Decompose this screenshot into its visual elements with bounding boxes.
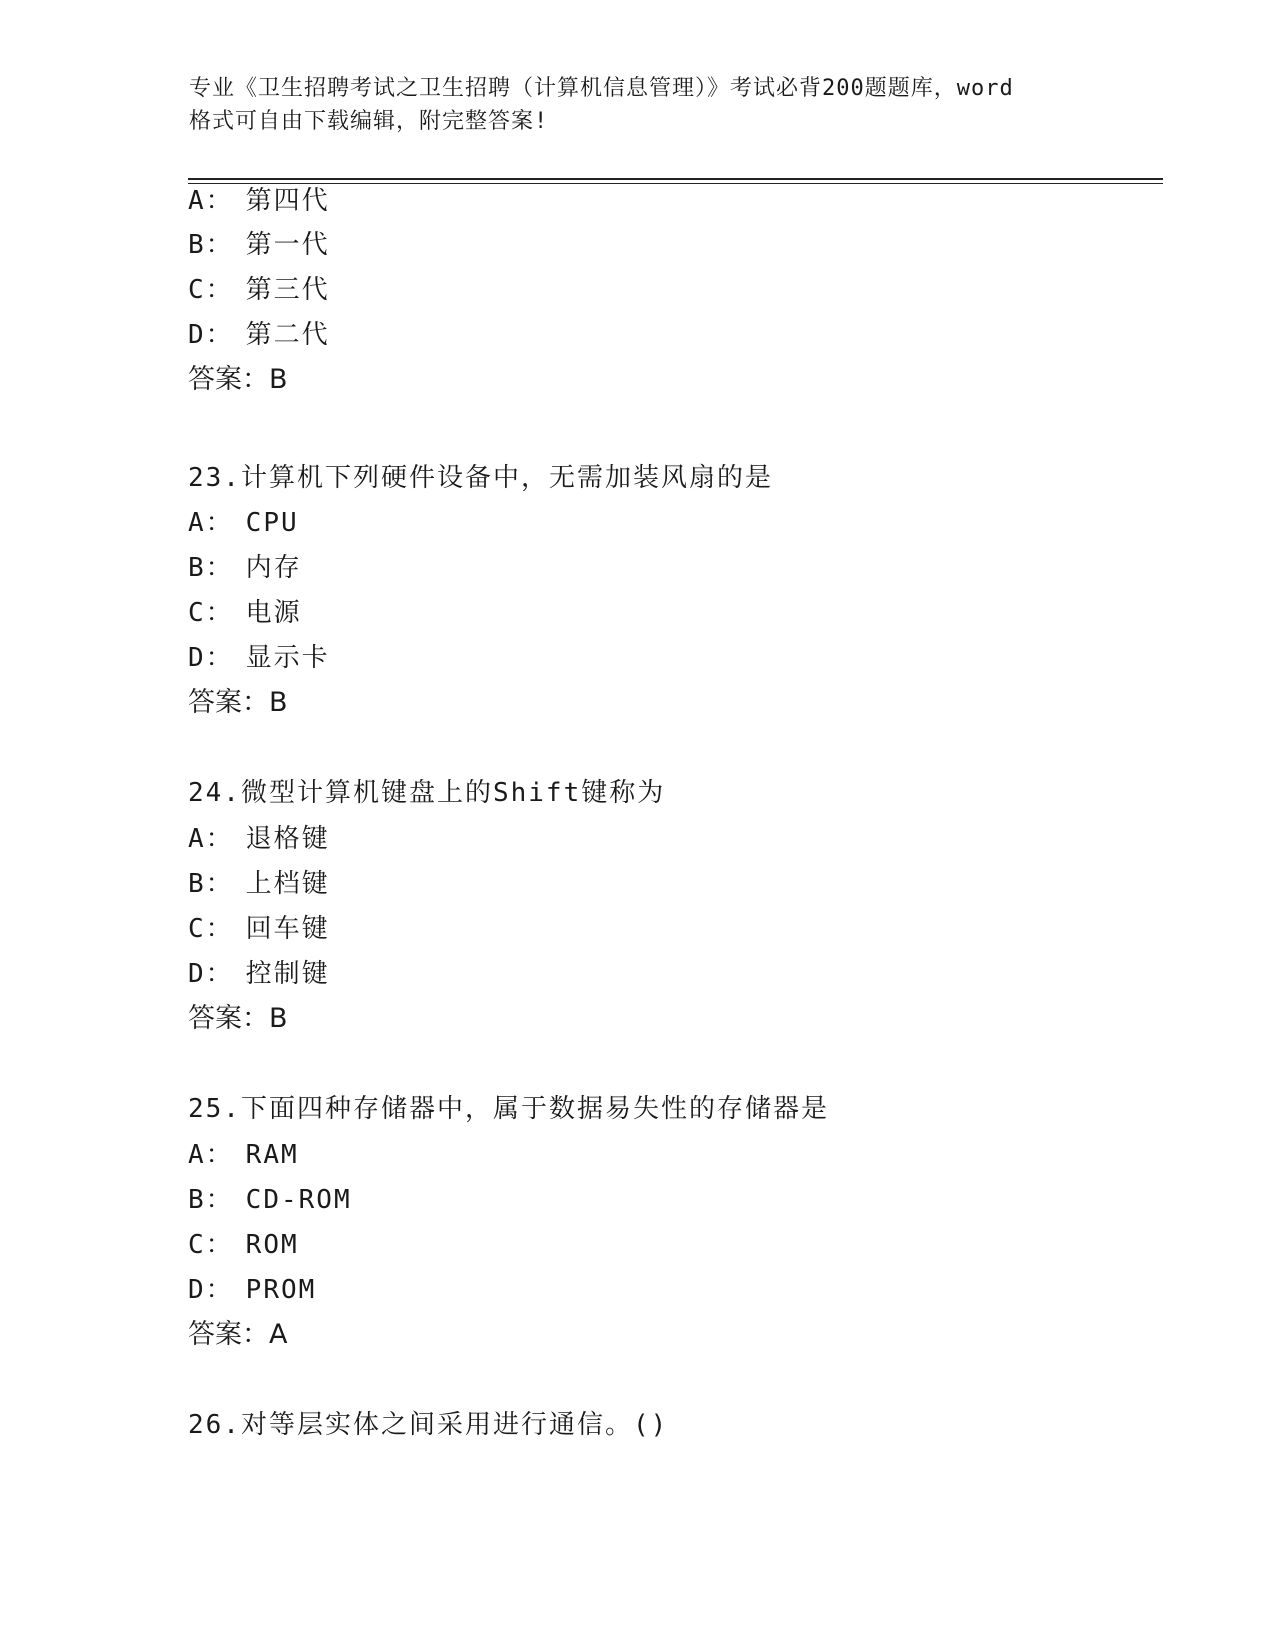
- option-text: 电源: [245, 598, 302, 628]
- option-b: B： 第一代: [188, 230, 330, 260]
- header-line-2: 格式可自由下载编辑，附完整答案!: [189, 109, 549, 134]
- option-text: 内存: [245, 553, 302, 583]
- answer-line: 答案：B: [188, 1003, 288, 1034]
- option-b: B： 内存: [188, 553, 302, 583]
- option-text: 第三代: [245, 275, 330, 305]
- option-a: A： 第四代: [188, 186, 330, 216]
- option-text: 第二代: [245, 320, 330, 350]
- option-d: D： 显示卡: [188, 643, 330, 673]
- option-b: B： CD-ROM: [188, 1185, 352, 1215]
- option-d: D： PROM: [188, 1275, 317, 1305]
- document-header: [189, 72, 1089, 138]
- question-text: 计算机下列硬件设备中，无需加装风扇的是: [240, 463, 773, 493]
- answer-line: 答案：B: [188, 687, 288, 718]
- question-number: 25.: [188, 1094, 241, 1124]
- answer-value: B: [269, 687, 288, 718]
- question-text: 微型计算机键盘上的Shift键称为: [240, 778, 666, 808]
- question-24: [188, 776, 665, 810]
- option-a: A： RAM: [188, 1140, 299, 1170]
- option-text: 退格键: [245, 824, 330, 854]
- option-d: D： 第二代: [188, 320, 330, 350]
- answer-value: B: [269, 364, 288, 395]
- option-text: 上档键: [245, 869, 330, 899]
- option-text: 显示卡: [245, 643, 330, 673]
- question-23: [188, 461, 773, 495]
- question-number: 24.: [188, 778, 241, 808]
- option-c: C： 第三代: [188, 275, 330, 305]
- answer-value: B: [269, 1003, 288, 1034]
- header-line-1: 专业《卫生招聘考试之卫生招聘（计算机信息管理）》考试必背200题题库，word: [189, 76, 1014, 101]
- option-d: D： 控制键: [188, 959, 330, 989]
- option-text: 控制键: [245, 959, 330, 989]
- option-a: A： 退格键: [188, 824, 330, 854]
- option-text: 第四代: [245, 186, 330, 216]
- option-text: PROM: [245, 1275, 317, 1305]
- question-text: 下面四种存储器中，属于数据易失性的存储器是: [240, 1094, 829, 1124]
- option-a: A： CPU: [188, 508, 299, 538]
- option-text: CPU: [245, 508, 299, 538]
- option-b: B： 上档键: [188, 869, 330, 899]
- question-25: [188, 1092, 829, 1126]
- question-number: 23.: [188, 463, 241, 493]
- option-c: C： ROM: [188, 1230, 299, 1260]
- option-c: C： 回车键: [188, 914, 330, 944]
- answer-line: 答案：A: [188, 1319, 288, 1350]
- question-text: 对等层实体之间采用进行通信。(): [240, 1410, 669, 1440]
- answer-line: 答案：B: [188, 364, 288, 395]
- question-number: 26.: [188, 1410, 241, 1440]
- question-26: [188, 1408, 668, 1442]
- option-text: 回车键: [245, 914, 330, 944]
- header-divider-thick: [188, 178, 1163, 180]
- header-divider-thin: [188, 183, 1163, 184]
- option-text: RAM: [245, 1140, 299, 1170]
- answer-value: A: [269, 1319, 288, 1350]
- option-text: 第一代: [245, 230, 330, 260]
- option-c: C： 电源: [188, 598, 302, 628]
- option-text: ROM: [245, 1230, 299, 1260]
- option-text: CD-ROM: [245, 1185, 352, 1215]
